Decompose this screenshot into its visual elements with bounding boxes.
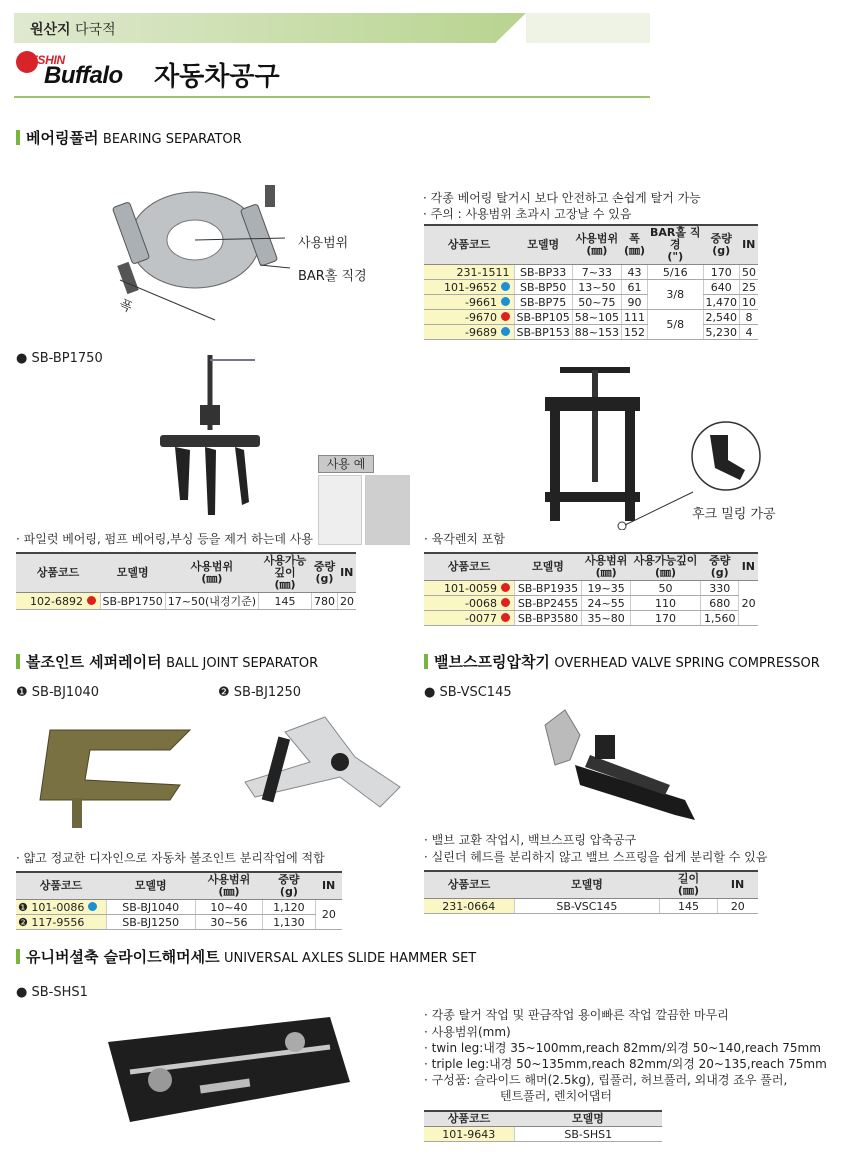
col-length: 길이 (㎜) (660, 871, 717, 899)
model-label-bp1750: ● SB-BP1750 (16, 351, 103, 366)
weight: 5,230 (703, 325, 740, 340)
range: 10~40 (195, 900, 262, 915)
range: 35~80 (582, 611, 630, 626)
logo-seshin: SESHIN (22, 53, 65, 67)
length: 145 (660, 899, 717, 914)
in-qty: 20 (338, 593, 357, 610)
valve-table (424, 870, 758, 914)
slide-note-1: · 각종 탈거 작업 및 판금작업 용이빠른 작업 깔끔한 마무리 (424, 1008, 729, 1022)
bar-diameter: 3/8 (648, 280, 704, 310)
valve-note-2: · 실린더 헤드를 분리하지 않고 밸브 스프링을 쉽게 분리할 수 있음 (424, 850, 768, 864)
model-name: SB-BP50 (514, 280, 572, 295)
red-dot-icon (501, 613, 510, 622)
width: 90 (622, 295, 648, 310)
col-model: 모델명 (514, 553, 582, 581)
table-row (16, 915, 342, 930)
model-name: SB-BJ1040 (106, 900, 195, 915)
blue-dot-icon (88, 902, 97, 911)
width: 43 (622, 265, 648, 280)
table-row (424, 899, 758, 914)
weight: 680 (701, 596, 739, 611)
col-range: 사용범위 (㎜) (582, 553, 630, 581)
product-code: ❷ 117-9556 (18, 915, 85, 929)
weight: 640 (703, 280, 740, 295)
col-range: 사용범위 (㎜) (165, 553, 258, 593)
bj1250-image (230, 712, 410, 832)
in-qty: 10 (740, 295, 759, 310)
model-label-shs1: ● SB-SHS1 (16, 985, 88, 1000)
section-title-balljoint: 볼조인트 세퍼레이터 BALL JOINT SEPARATOR (16, 651, 318, 672)
product-code: -9689 (465, 325, 497, 339)
table-row (424, 611, 758, 626)
product-code: 101-9652 (444, 280, 497, 294)
model-name: SB-SHS1 (514, 1127, 662, 1142)
hook-milling-label: 후크 밀링 가공 (692, 507, 776, 522)
weight: 1,560 (701, 611, 739, 626)
col-code: 상품코드 (16, 872, 106, 900)
model-name: SB-BP153 (514, 325, 572, 340)
table-row (424, 310, 758, 325)
col-code: 상품코드 (424, 225, 514, 265)
model-name: SB-BP1750 (100, 593, 165, 610)
model-name: SB-BP1935 (514, 581, 582, 596)
col-model: 모델명 (100, 553, 165, 593)
model-label-bj1250: ❷ SB-BJ1250 (218, 685, 302, 700)
col-in: IN (315, 872, 342, 900)
range: 30~56 (195, 915, 262, 930)
product-code: 231-0664 (424, 899, 514, 914)
model-name: SB-VSC145 (514, 899, 660, 914)
table-row (424, 325, 758, 340)
bj1040-image (30, 720, 200, 830)
col-code: 상품코드 (16, 553, 100, 593)
blue-dot-icon (501, 327, 510, 336)
model-name: SB-BP3580 (514, 611, 582, 626)
weight: 780 (312, 593, 338, 610)
product-code: -9670 (465, 310, 497, 324)
range: 50~75 (572, 295, 621, 310)
product-code: 231-1511 (456, 265, 510, 279)
weight: 1,470 (703, 295, 740, 310)
valve-note-1: · 밸브 교환 작업시, 백브스프링 압축공구 (424, 833, 637, 847)
product-code: -9661 (465, 295, 497, 309)
range: 24~55 (582, 596, 630, 611)
origin-line (30, 19, 116, 39)
product-code: 101-0059 (444, 581, 497, 595)
section-title-slide: 유니버셜축 슬라이드해머세트 UNIVERSAL AXLES SLIDE HAMMER SET (16, 946, 476, 967)
table-row (424, 581, 758, 596)
table-row (424, 596, 758, 611)
model-name: SB-BP33 (514, 265, 572, 280)
header-band-end (526, 13, 650, 43)
col-code: 상품코드 (424, 1111, 514, 1127)
valve-compressor-image (535, 705, 705, 835)
slide-hammer-case-image (100, 1012, 355, 1127)
range: 19~35 (582, 581, 630, 596)
model-name: SB-BP2455 (514, 596, 582, 611)
bearing-note-1: · 각종 베어링 탈거시 보다 안전하고 손쉽게 탈거 가능 (423, 191, 701, 205)
hook-callout-line (600, 490, 695, 530)
slide-note-4: · triple leg:내경 50~135mm,reach 82mm/외경 20~135,reach 75mm (424, 1057, 827, 1071)
col-bar: BAR홀 직경 (") (648, 225, 704, 265)
origin-value: 다국적 (75, 22, 116, 38)
col-depth: 사용가능깊이 (㎜) (259, 553, 312, 593)
col-code: 상품코드 (424, 553, 514, 581)
table-header (424, 871, 758, 899)
col-in: IN (717, 871, 758, 899)
table-row (424, 265, 758, 280)
table-header (424, 225, 758, 265)
slide-note-5: · 구성품: 슬라이드 해머(2.5kg), 립풀러, 허브풀러, 외내경 죠우 풀러, (424, 1073, 788, 1087)
in-qty: 20 (315, 900, 342, 930)
hook-detail-image (690, 420, 762, 492)
table-header (424, 553, 758, 581)
use-example-badge: 사용 예 (318, 455, 374, 473)
table-header (16, 553, 356, 593)
table-row (16, 900, 342, 915)
col-model: 모델명 (514, 225, 572, 265)
red-dot-icon (501, 598, 510, 607)
section-title-valve: 밸브스프링압착기 OVERHEAD VALVE SPRING COMPRESSOR (424, 651, 820, 672)
bearing-note-2: · 주의 : 사용범위 초과시 고장날 수 있음 (423, 207, 632, 221)
depth: 50 (630, 581, 700, 596)
product-code: 102-6892 (30, 594, 83, 608)
red-dot-icon (501, 583, 510, 592)
weight: 170 (703, 265, 740, 280)
red-dot-icon (87, 596, 96, 605)
weight: 1,130 (263, 915, 316, 930)
model-label-bj1040: ❶ SB-BJ1040 (16, 685, 100, 700)
col-weight: 중량 (g) (703, 225, 740, 265)
range: 58~105 (572, 310, 621, 325)
col-width: 폭 (㎜) (622, 225, 648, 265)
table-row (424, 295, 758, 310)
logo-buffalo: Buffalo (44, 62, 123, 89)
depth: 110 (630, 596, 700, 611)
use-example-photo-2 (365, 475, 410, 545)
balljoint-note: · 얇고 정교한 디자인으로 자동차 볼조인트 분리작업에 적합 (16, 851, 325, 865)
width: 61 (622, 280, 648, 295)
bearing-table (424, 224, 758, 340)
bar-diameter: 5/8 (648, 310, 704, 340)
callout-range: 사용범위 (298, 236, 349, 251)
model-name: SB-BJ1250 (106, 915, 195, 930)
blue-dot-icon (501, 297, 510, 306)
slide-note-6: 텐트풀러, 렌치어댑터 (500, 1089, 612, 1103)
in-qty: 50 (740, 265, 759, 280)
col-weight: 중량 (g) (312, 553, 338, 593)
slide-table (424, 1110, 662, 1142)
bar-diameter: 5/16 (648, 265, 704, 280)
in-qty: 8 (740, 310, 759, 325)
range: 7~33 (572, 265, 621, 280)
in-qty: 4 (740, 325, 759, 340)
col-in: IN (739, 553, 758, 581)
table-header (16, 872, 342, 900)
table-header (424, 1111, 662, 1127)
range: 17~50(내경기준) (165, 593, 258, 610)
in-qty: 20 (717, 899, 758, 914)
col-in: IN (338, 553, 357, 593)
col-in: IN (740, 225, 759, 265)
depth: 145 (259, 593, 312, 610)
pilot-note: · 파일럿 베어링, 펌프 베어링,부싱 등을 제거 하는데 사용 (16, 532, 313, 546)
col-weight: 중량 (g) (263, 872, 316, 900)
weight: 2,540 (703, 310, 740, 325)
col-range: 사용범위 (㎜) (572, 225, 621, 265)
in-qty: 25 (740, 280, 759, 295)
product-code: 101-9643 (424, 1127, 514, 1142)
model-name: SB-BP105 (514, 310, 572, 325)
slide-note-3: · twin leg:내경 35~100mm,reach 82mm/외경 50~140,reach 75mm (424, 1041, 821, 1055)
puller-table (424, 552, 758, 626)
range: 13~50 (572, 280, 621, 295)
col-code: 상품코드 (424, 871, 514, 899)
puller-note: · 육각렌치 포함 (424, 532, 505, 546)
range: 88~153 (572, 325, 621, 340)
product-code: -0068 (465, 596, 497, 610)
page-title: 자동차공구 (154, 62, 280, 92)
blue-dot-icon (501, 282, 510, 291)
col-model: 모델명 (514, 871, 660, 899)
weight: 1,120 (263, 900, 316, 915)
pilot-table (16, 552, 356, 610)
col-weight: 중량 (g) (701, 553, 739, 581)
col-model: 모델명 (106, 872, 195, 900)
section-title-bearing: 베어링풀러 BEARING SEPARATOR (16, 127, 242, 148)
slide-note-2: · 사용범위(mm) (424, 1025, 511, 1039)
col-range: 사용범위 (㎜) (195, 872, 262, 900)
depth: 170 (630, 611, 700, 626)
model-name: SB-BP75 (514, 295, 572, 310)
width: 152 (622, 325, 648, 340)
use-example-photo-1 (318, 475, 362, 545)
callout-width: 폭 (116, 296, 135, 316)
col-depth: 사용가능깊이 (㎜) (630, 553, 700, 581)
table-row (424, 280, 758, 295)
product-code: -0077 (465, 611, 497, 625)
model-label-vsc145: ● SB-VSC145 (424, 685, 512, 700)
table-row (424, 1127, 662, 1142)
balljoint-table (16, 871, 342, 930)
col-model: 모델명 (514, 1111, 662, 1127)
weight: 330 (701, 581, 739, 596)
pilot-puller-image (150, 350, 280, 525)
product-code: ❶ 101-0086 (18, 900, 85, 914)
red-dot-icon (501, 312, 510, 321)
in-qty: 20 (739, 581, 758, 626)
table-row (16, 593, 356, 610)
origin-label: 원산지 (30, 22, 71, 38)
callout-bar-hole: BAR홀 직경 (298, 269, 367, 284)
header-divider (14, 96, 650, 98)
width: 111 (622, 310, 648, 325)
